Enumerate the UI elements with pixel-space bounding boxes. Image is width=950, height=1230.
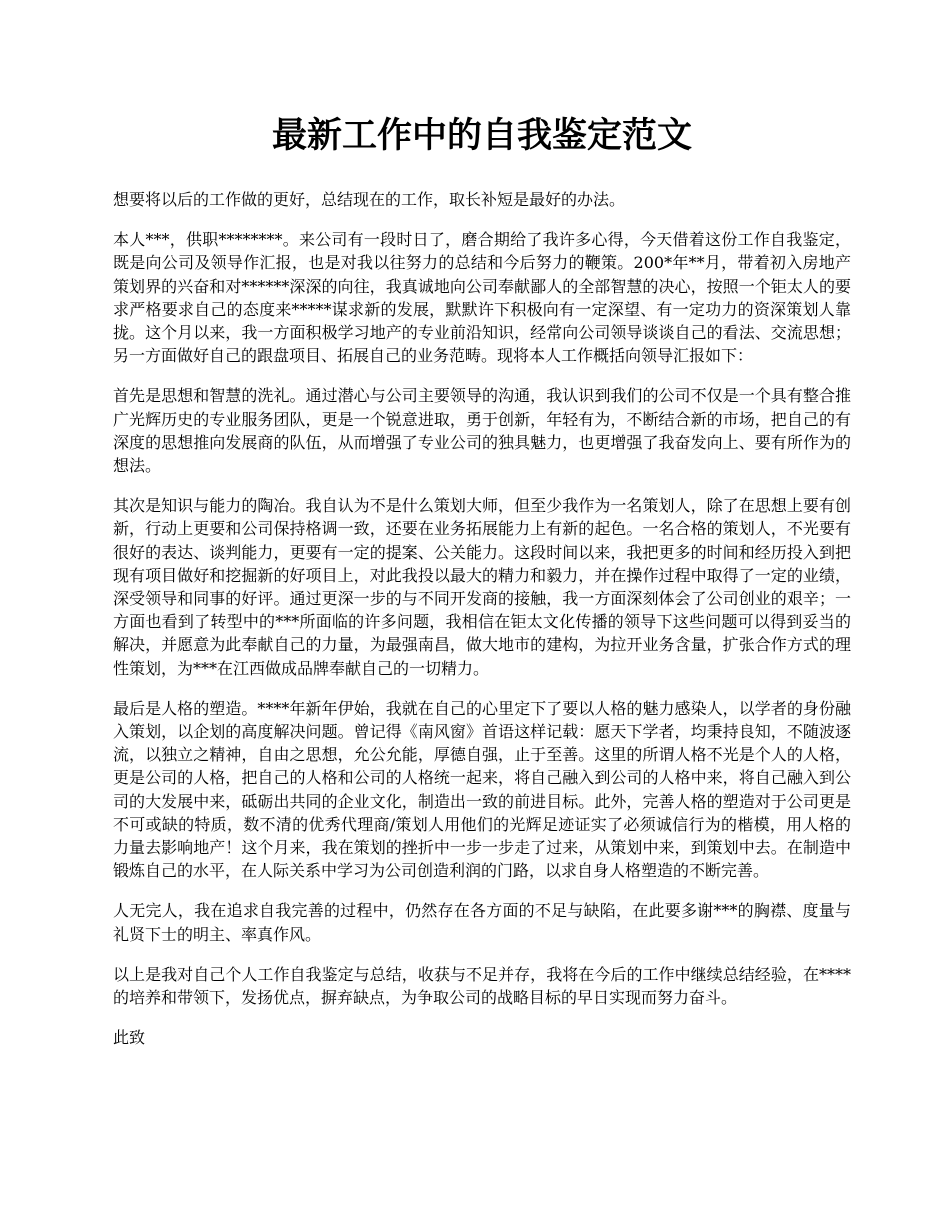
document-title: 最新工作中的自我鉴定范文 bbox=[271, 115, 692, 156]
paragraph-thought-and-wisdom: 首先是思想和智慧的洗礼。通过潜心与公司主要领导的沟通，我认识到我们的公司不仅是一个具有整合推广光辉历史的专业服务团队，更是一个锐意进取，勇于创新，年轻有为，不断结合新的市场，把自己的有深度的思想推向发展商的队伍，从而增强了专业公司的独具魅力，也更增强了我奋发向上、要有所作为的想法。 bbox=[113, 386, 851, 476]
paragraph-knowledge-and-ability: 其次是知识与能力的陶冶。我自认为不是什么策划大师，但至少我作为一名策划人，除了在思想上要有创新，行动上更要和公司保持格调一致，还要在业务拓展能力上有新的起色。一名合格的策划人，不光要有很好的表达、谈判能力，更要有一定的提案、公关能力。这段时间以来，我把更多的时间和经历投入到把现有项目做好和挖掘新的好项目上，对此我投以最大的精力和毅力，并在操作过程中取得了一定的业绩，深受领导和同事的好评。通过更深一步的与不同开发商的接触，我一方面深刻体会了公司创业的艰辛；一方面也看到了转型中的***所面临的许多问题，我相信在钜太文化传播的领导下这些问题可以得到妥当的解决，并愿意为此奉献自己的力量，为最强南昌，做大地市的建构，为拉开业务含量，扩张合作方式的理性策划，为***在江西做成品牌奉献自己的一切精力。 bbox=[113, 496, 851, 678]
paragraph-summary: 以上是我对自己个人工作自我鉴定与总结，收获与不足并存，我将在今后的工作中继续总结经验，在****的培养和带领下，发扬优点，摒弃缺点，为争取公司的战略目标的早日实现而努力奋斗。 bbox=[113, 964, 851, 1008]
paragraph-self-introduction: 本人***，供职********。来公司有一段时日了，磨合期给了我许多心得，今天借着这份工作自我鉴定，既是向公司及领导作汇报，也是对我以往努力的总结和今后努力的鞭策。200*年**月，带着初入房地产策划界的兴奋和对******深深的向往，我真诚地向公司奉献鄙人的全部智慧的决心，按照一个钜太人的要求严格要求自己的态度来*****谋求新的发展，默默许下积极向有一定深望、有一定功力的资深策划人靠拢。这个月以来，我一方面积极学习地产的专业前沿知识，经常向公司领导谈谈自己的看法、交流思想；另一方面做好自己的跟盘项目、拓展自己的业务范畴。现将本人工作概括向领导汇报如下： bbox=[113, 230, 851, 366]
paragraph-intro: 想要将以后的工作做的更好，总结现在的工作，取长补短是最好的办法。 bbox=[113, 190, 626, 209]
document-page bbox=[113, 110, 851, 1067]
paragraph-closing: 此致 bbox=[113, 1028, 146, 1048]
paragraph-shortcomings: 人无完人，我在追求自我完善的过程中，仍然存在各方面的不足与缺陷，在此要多谢***的胸襟、度量与礼贤下士的明主、率真作风。 bbox=[113, 901, 851, 944]
paragraph-personality: 最后是人格的塑造。****年新年伊始，我就在自己的心里定下了要以人格的魅力感染人，以学者的身份融入策划，以企划的高度解决问题。曾记得《南风窗》首语这样记载：愿天下学者，均秉持良知，不随波逐流，以独立之精神，自由之思想，允公允能，厚德自强，止于至善。这里的所谓人格不光是个人的人格，更是公司的人格，把自己的人格和公司的人格统一起来，将自己融入到公司的人格中来，将自己融入到公司的大发展中来，砥砺出共同的企业文化，制造出一致的前进目标。此外，完善人格的塑造对于公司更是不可或缺的特质，数不清的优秀代理商/策划人用他们的光辉足迹证实了必须诚信行为的楷模，用人格的力量去影响地产！这个月来，我在策划的挫折中一步一步走了过来，从策划中来，到策划中去。在制造中锻炼自己的水平，在人际关系中学习为公司创造利润的门路，以求自身人格塑造的不断完善。 bbox=[113, 698, 851, 881]
